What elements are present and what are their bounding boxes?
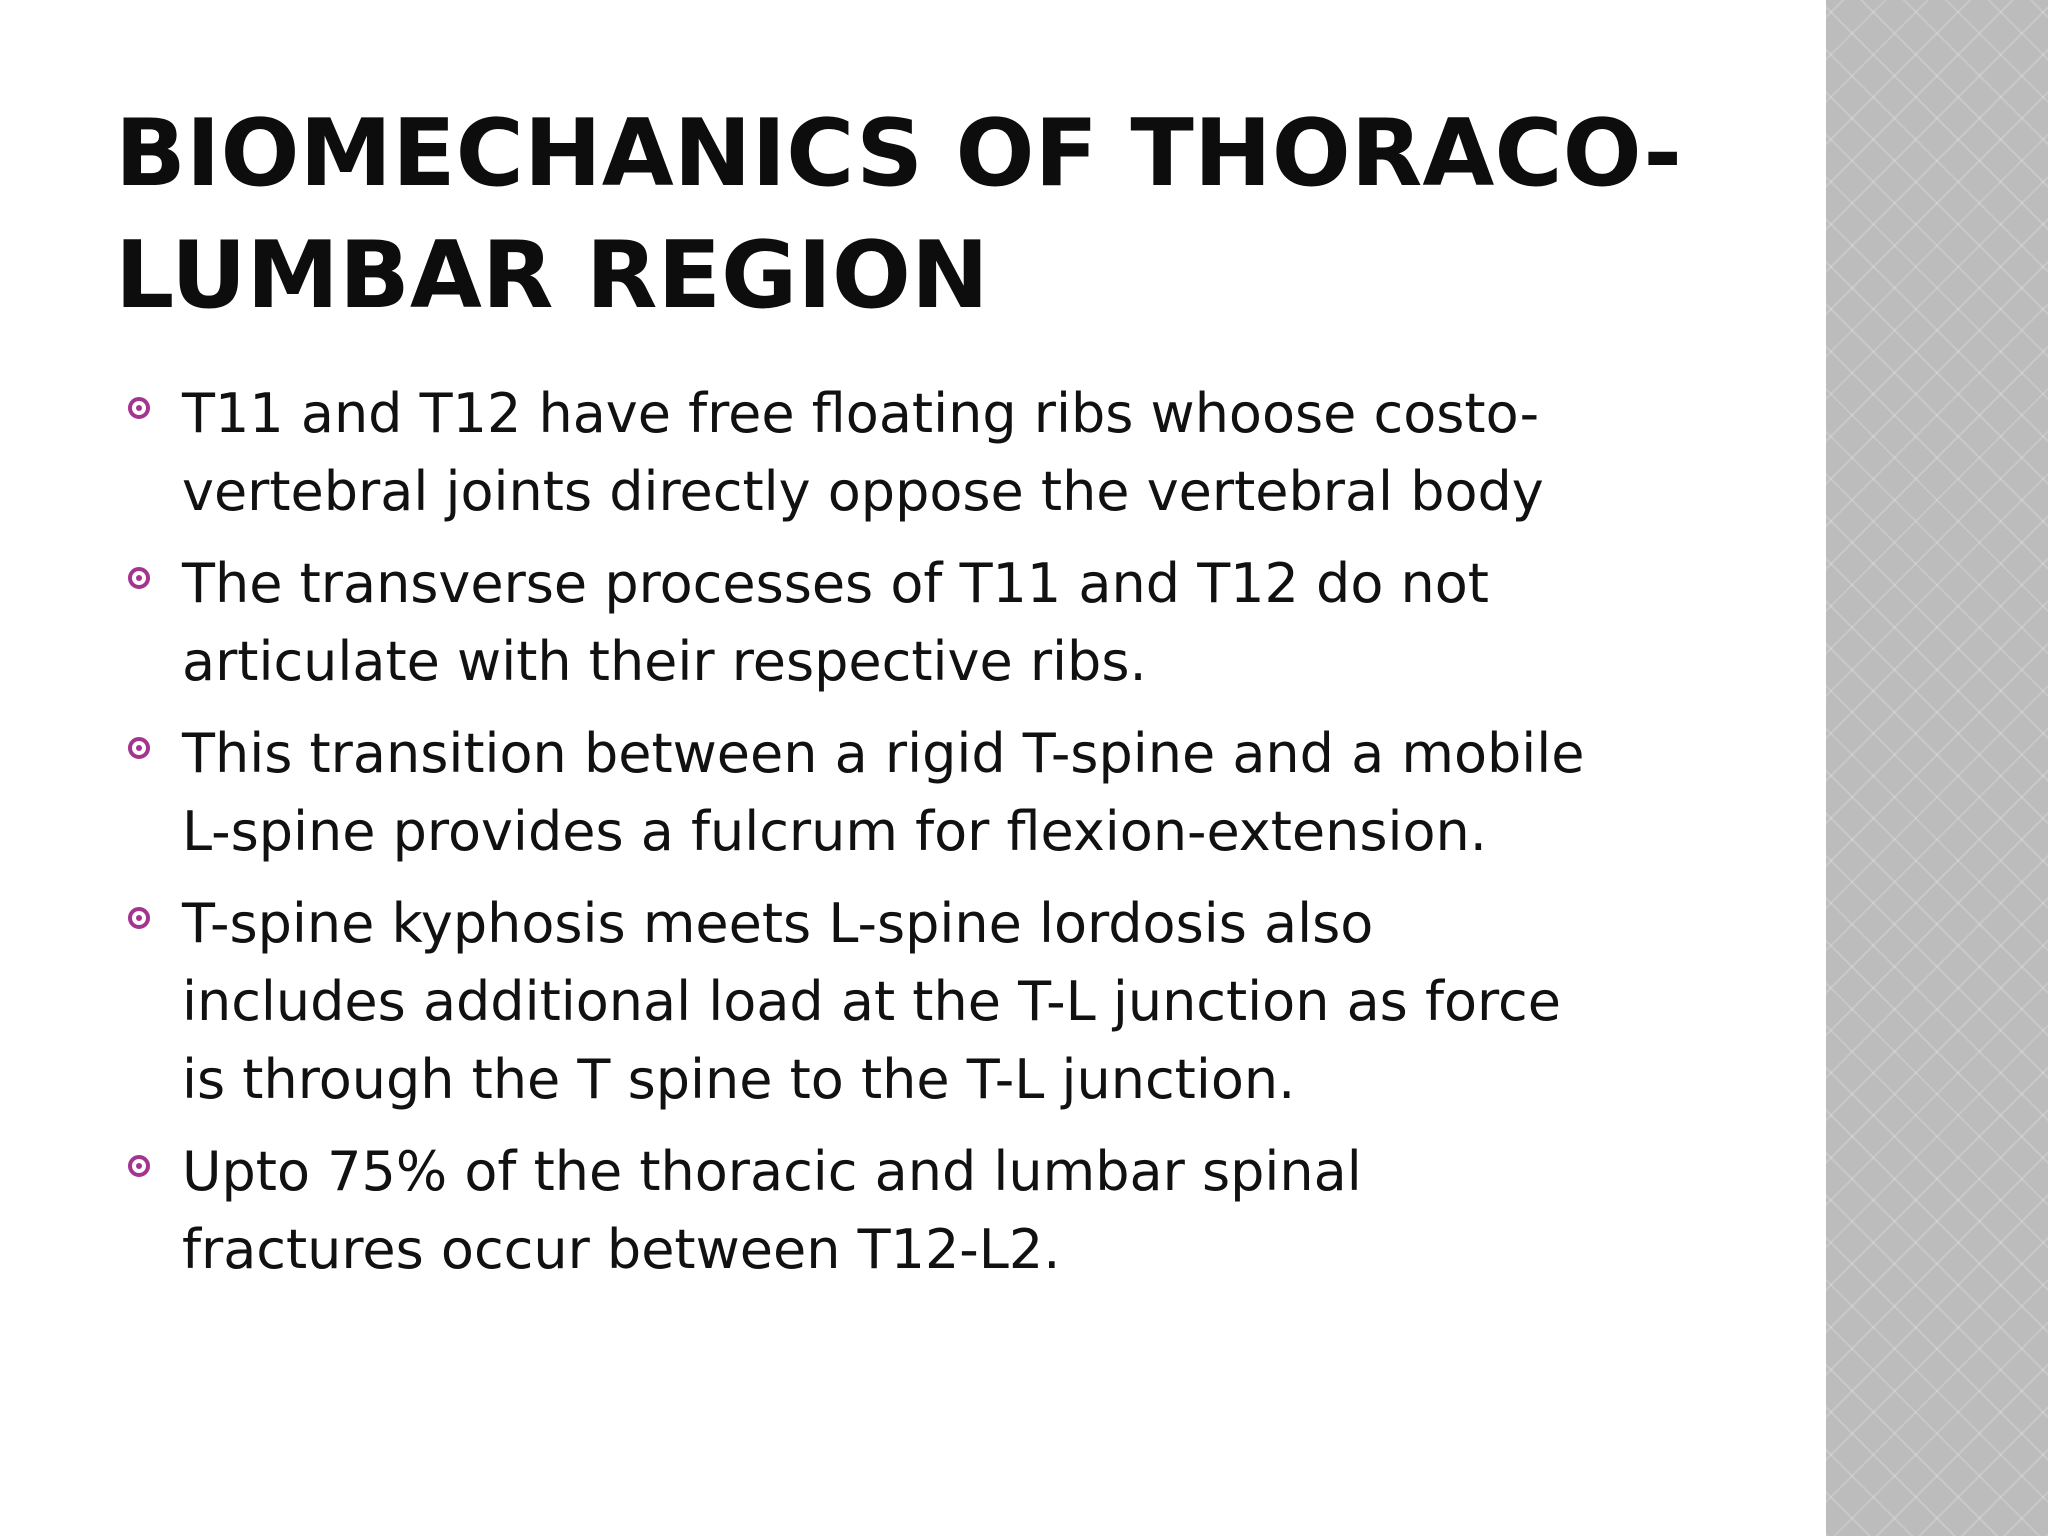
circled-dot-bullet-icon [128, 907, 150, 929]
bullet-text-line: L-spine provides a fulcrum for flexion-extension. [182, 800, 1487, 863]
bullet-text-line: This transition between a rigid T-spine and a mobile [182, 722, 1585, 785]
bullet-text-line: fractures occur between T12-L2. [182, 1218, 1061, 1281]
circled-dot-bullet-icon [128, 737, 150, 759]
slide-title-line: BIOMECHANICS OF THORACO- [115, 99, 1682, 207]
bullet-item [120, 715, 1780, 871]
bullet-item [120, 1133, 1780, 1289]
bullet-text-line: The transverse processes of T11 and T12 do not [182, 552, 1489, 615]
slide-title [115, 92, 1775, 336]
slide-title-line: LUMBAR REGION [115, 221, 989, 329]
bullet-text-line: Upto 75% of the thoracic and lumbar spinal [182, 1140, 1362, 1203]
bullet-text-line: includes additional load at the T-L junction as force [182, 970, 1561, 1033]
bullet-text-line: is through the T spine to the T-L junction. [182, 1048, 1296, 1111]
circled-dot-bullet-icon [128, 1155, 150, 1177]
bullet-list [120, 375, 1780, 1303]
bullet-item [120, 545, 1780, 701]
decorative-side-band [1826, 0, 2048, 1536]
circled-dot-bullet-icon [128, 567, 150, 589]
bullet-text-line: T-spine kyphosis meets L-spine lordosis also [182, 892, 1374, 955]
bullet-text-line: vertebral joints directly oppose the vertebral body [182, 460, 1544, 523]
circled-dot-bullet-icon [128, 397, 150, 419]
bullet-text-line: articulate with their respective ribs. [182, 630, 1147, 693]
bullet-item [120, 375, 1780, 531]
bullet-text-line: T11 and T12 have free floating ribs whoose costo- [182, 382, 1540, 445]
bullet-item [120, 885, 1780, 1119]
